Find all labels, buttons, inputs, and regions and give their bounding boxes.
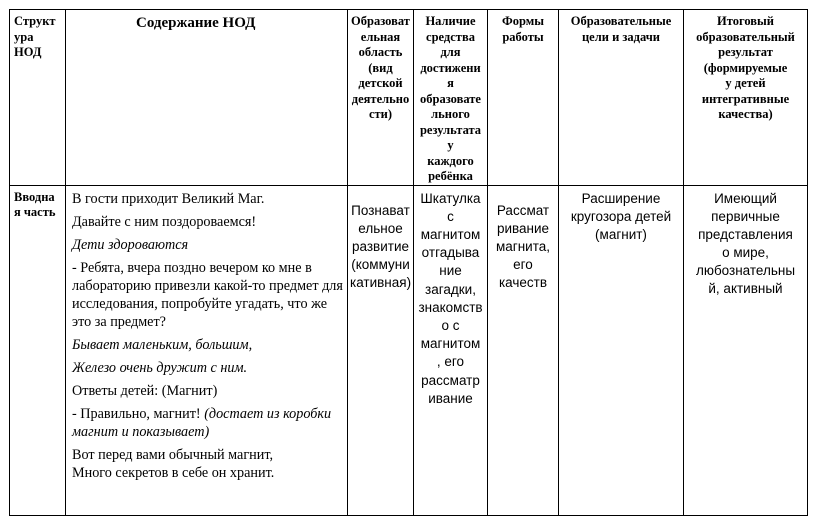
header-goals bbox=[559, 10, 684, 186]
row-forms-line: качеств bbox=[498, 274, 548, 290]
header-forms bbox=[488, 10, 559, 186]
row-area-line: (коммуни bbox=[351, 256, 410, 272]
header-structure bbox=[10, 10, 66, 186]
header-result-line: у детей bbox=[725, 76, 766, 90]
row-means-line: ивание bbox=[428, 390, 473, 406]
content-line-italic: Бывает маленьким, большим, bbox=[72, 336, 253, 353]
row-goals bbox=[559, 185, 684, 515]
row-goals-line: Расширение bbox=[581, 190, 661, 206]
row-means-line: знакомств bbox=[418, 299, 483, 315]
row-forms bbox=[488, 185, 559, 515]
header-means-line: для bbox=[440, 45, 461, 59]
header-means-line: образовате bbox=[420, 91, 481, 106]
row-result-line: й, активный bbox=[708, 280, 783, 296]
header-content bbox=[66, 10, 348, 186]
header-structure-line: ура bbox=[14, 29, 34, 44]
content-line: Ответы детей: (Магнит) bbox=[72, 382, 218, 399]
header-means-line: достижени bbox=[420, 60, 481, 75]
row-area-line: развитие bbox=[352, 238, 409, 254]
nod-table bbox=[9, 9, 808, 516]
row-area bbox=[348, 185, 414, 515]
header-means-line: каждого bbox=[427, 153, 474, 168]
content-line: Вот перед вами обычный магнит, bbox=[72, 446, 274, 463]
header-means-line: у bbox=[447, 138, 454, 152]
row-result-line: о мире, bbox=[722, 244, 769, 260]
header-means-line: средства bbox=[426, 29, 475, 44]
row-means-line: рассматр bbox=[421, 372, 480, 388]
row-means-line: загадки, bbox=[425, 281, 476, 297]
row-means-line: с bbox=[447, 208, 454, 224]
header-means-line: льного bbox=[431, 107, 470, 121]
row-means-line: отгадыва bbox=[421, 245, 480, 261]
row-forms-line: Рассмат bbox=[496, 202, 550, 218]
row-result-line: первичные bbox=[711, 208, 780, 224]
intro-row bbox=[10, 185, 808, 515]
row-forms-line: ривание bbox=[496, 220, 550, 236]
row-means-line: магнитом bbox=[420, 226, 481, 242]
header-area-line: Образоват bbox=[351, 14, 410, 28]
header-result-line: результат bbox=[718, 45, 773, 59]
header-result-line: образовательный bbox=[696, 29, 795, 44]
row-goals-line: (магнит) bbox=[595, 226, 647, 242]
content-italic: (достает из коробки магнит и показывает) bbox=[72, 405, 332, 440]
content-paragraph: - Ребята, вчера поздно вечером ко мне в лабораторию привезли какой-то предмет для исследования, попробуйте угадать, что же это за предмет? bbox=[72, 259, 343, 330]
row-label-line: я часть bbox=[14, 204, 56, 219]
row-means bbox=[414, 185, 488, 515]
header-area-line: детской bbox=[358, 76, 403, 90]
row-means-line: ние bbox=[439, 263, 462, 279]
row-forms-line: магнита, bbox=[496, 238, 550, 254]
header-area bbox=[348, 10, 414, 186]
row-content bbox=[66, 185, 348, 515]
row-result-line: любознательны bbox=[695, 262, 796, 278]
header-structure-line: Структ bbox=[14, 14, 56, 28]
row-label-line: Вводна bbox=[14, 189, 55, 204]
header-result-line: качества) bbox=[718, 107, 773, 121]
header-means-line: ребёнка bbox=[428, 169, 473, 183]
header-content-label: Содержание НОД bbox=[136, 15, 256, 31]
content-plain: - Правильно, магнит! bbox=[72, 405, 205, 422]
header-result bbox=[684, 10, 808, 186]
row-label bbox=[10, 185, 66, 515]
row-result bbox=[684, 185, 808, 515]
header-result-line: Итоговый bbox=[717, 14, 774, 28]
content-line: Много секретов в себе он хранит. bbox=[72, 464, 275, 481]
header-forms-line: работы bbox=[502, 29, 544, 44]
row-means-line: , его bbox=[436, 354, 465, 370]
header-result-line: интегративные bbox=[701, 91, 790, 106]
header-area-line: сти) bbox=[368, 107, 393, 121]
row-area-line: Познават bbox=[351, 202, 410, 218]
row-forms-line: его bbox=[513, 256, 533, 272]
header-area-line: (вид bbox=[368, 60, 393, 75]
header-result-line: (формируемые bbox=[703, 60, 788, 75]
header-goals-line: цели и задачи bbox=[581, 29, 660, 44]
row-area-line: ельное bbox=[358, 220, 403, 236]
header-area-line: деятельно bbox=[351, 91, 410, 106]
header-area-line: ельная bbox=[360, 29, 401, 44]
row-means-line: магнитом bbox=[420, 336, 481, 352]
header-structure-line: НОД bbox=[14, 45, 42, 59]
header-forms-line: Формы bbox=[501, 14, 545, 28]
header-means-line: я bbox=[447, 76, 454, 90]
row-means-line: Шкатулка bbox=[420, 190, 481, 206]
row-result-line: представления bbox=[698, 226, 793, 242]
row-goals-line: кругозора детей bbox=[570, 208, 672, 224]
row-means-line: о с bbox=[441, 317, 460, 333]
header-row bbox=[10, 10, 808, 186]
header-area-line: область bbox=[358, 45, 403, 59]
header-means-line: результата bbox=[419, 122, 482, 137]
content-line: В гости приходит Великий Маг. bbox=[72, 190, 265, 207]
content-line: Давайте с ним поздороваемся! bbox=[72, 213, 257, 230]
header-means bbox=[414, 10, 488, 186]
header-means-line: Наличие bbox=[425, 14, 476, 28]
header-goals-line: Образовательные bbox=[570, 14, 672, 28]
content-line-italic: Дети здороваются bbox=[72, 236, 189, 253]
content-paragraph-mixed bbox=[72, 405, 343, 441]
row-result-line: Имеющий bbox=[714, 190, 777, 206]
content-line-italic: Железо очень дружит с ним. bbox=[72, 359, 248, 376]
row-area-line: кативная) bbox=[350, 274, 412, 290]
